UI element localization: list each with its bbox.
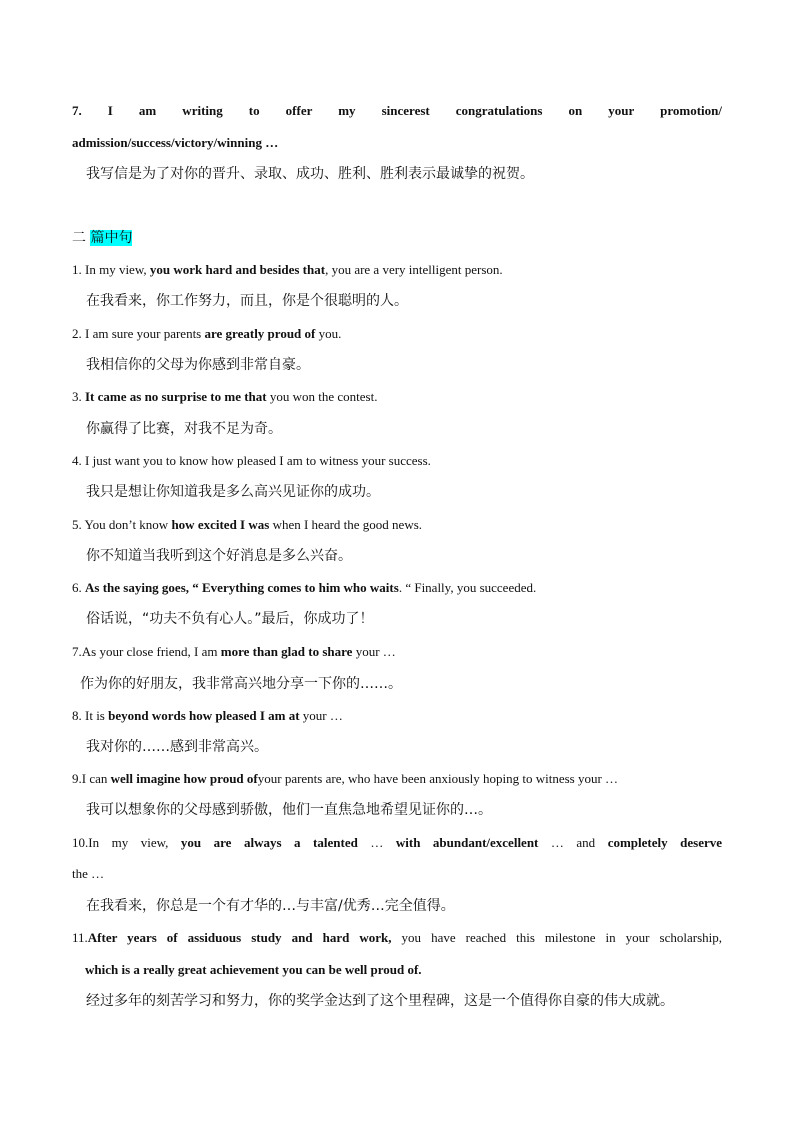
sentence-bold: you work hard and besides that [149,262,326,277]
sentence-text: 7.As your close friend, I am [72,644,221,659]
sentence-text: 10.In my view, [72,835,181,850]
sentence-bold: are greatly proud of [204,326,316,341]
sentence-bold: beyond words how pleased I am at [108,708,300,723]
translation-9: 我可以想象你的父母感到骄傲，他们一直焦急地希望见证你的…。 [86,802,492,818]
sentence-text: 11. [72,930,88,945]
sentence-bold: with abundant/excellent [395,835,539,850]
sentence-text: when I heard the good news. [269,517,423,532]
sentence-bold: well imagine how proud of [110,771,258,786]
translation-1: 在我看来，你工作努力，而且，你是个很聪明的人。 [86,293,408,309]
sentence-3 [72,389,722,405]
sentence-text: your … [352,644,396,659]
sentence-text: . “ Finally, you succeeded. [398,580,537,595]
translation-6: 俗话说，“功夫不负有心人。”最后，你成功了！ [86,611,374,627]
sentence-bold: you are always a talented [180,835,358,850]
intro-translation: 我写信是为了对你的晋升、录取、成功、胜利、胜利表示最诚挚的祝贺。 [86,166,534,182]
sentence-text: your parents are, who have been anxiously hoping to witness your … [257,771,619,786]
translation-5: 你不知道当我听到这个好消息是多么兴奋。 [86,548,352,564]
translation-3: 你赢得了比赛，对我不足为奇。 [86,421,282,437]
intro-sentence-line2 [72,135,722,151]
sentence-bold: more than glad to share [220,644,353,659]
sentence-text: … and [538,835,608,850]
sentence-bold: It came as no surprise to me that [85,389,267,404]
sentence-text: you. [315,326,342,341]
intro-sentence-line1 [72,103,722,119]
sentence-text: 1. In my view, [72,262,150,277]
sentence-text: , you are a very intelligent person. [325,262,503,277]
sentence-4 [72,453,722,469]
sentence-text: you won the contest. [266,389,378,404]
sentence-text: 3. [72,389,85,404]
section-title: 篇中句 [90,230,133,246]
translation-2: 我相信你的父母为你感到非常自豪。 [86,357,310,373]
sentence-text: 6. [72,580,85,595]
sentence-2 [72,326,722,342]
sentence-text: 2. I am sure your parents [72,326,205,341]
intro-line2-bold: admission/success/victory/winning … [72,135,279,150]
sentence-10-line2: the … [72,866,105,881]
sentence-text: your … [299,708,343,723]
sentence-text: 8. It is [72,708,109,723]
sentence-bold: After years of assiduous study and hard work, [87,930,392,945]
sentence-bold: which is a really great achievement you can be well proud of. [85,962,422,977]
section-number: 二 [72,230,91,246]
sentence-text: 4. I just want you to know how pleased I am to witness your success. [72,453,431,468]
sentence-text: 5. You don’t know [72,517,172,532]
sentence-11-line2 [85,962,735,978]
sentence-text: … [357,835,396,850]
sentence-bold: As the saying goes, “ Everything comes to him who waits [85,580,399,595]
translation-7: 作为你的好朋友，我非常高兴地分享一下你的……。 [80,676,402,692]
sentence-5 [72,517,722,533]
sentence-1 [72,262,722,278]
sentence-bold: how excited I was [171,517,270,532]
sentence-7 [72,644,722,660]
intro-line1-bold: 7. I am writing to offer my sincerest congratulations on your promotion/ [72,103,722,118]
translation-11: 经过多年的刻苦学习和努力，你的奖学金达到了这个里程碑，这是一个值得你自豪的伟大成就。 [86,993,674,1009]
translation-4: 我只是想让你知道我是多么高兴见证你的成功。 [86,484,380,500]
translation-10: 在我看来，你总是一个有才华的…与丰富/优秀…完全值得。 [86,898,455,914]
sentence-text: 9.I can [72,771,111,786]
sentence-10-line1 [72,835,722,851]
section-heading [72,229,132,247]
sentence-text: you have reached this milestone in your scholarship, [391,930,722,945]
sentence-8 [72,708,722,724]
sentence-bold: completely deserve [607,835,722,850]
sentence-11-line1 [72,930,722,946]
sentence-9 [72,771,722,787]
sentence-6 [72,580,722,596]
translation-8: 我对你的……感到非常高兴。 [86,739,268,755]
